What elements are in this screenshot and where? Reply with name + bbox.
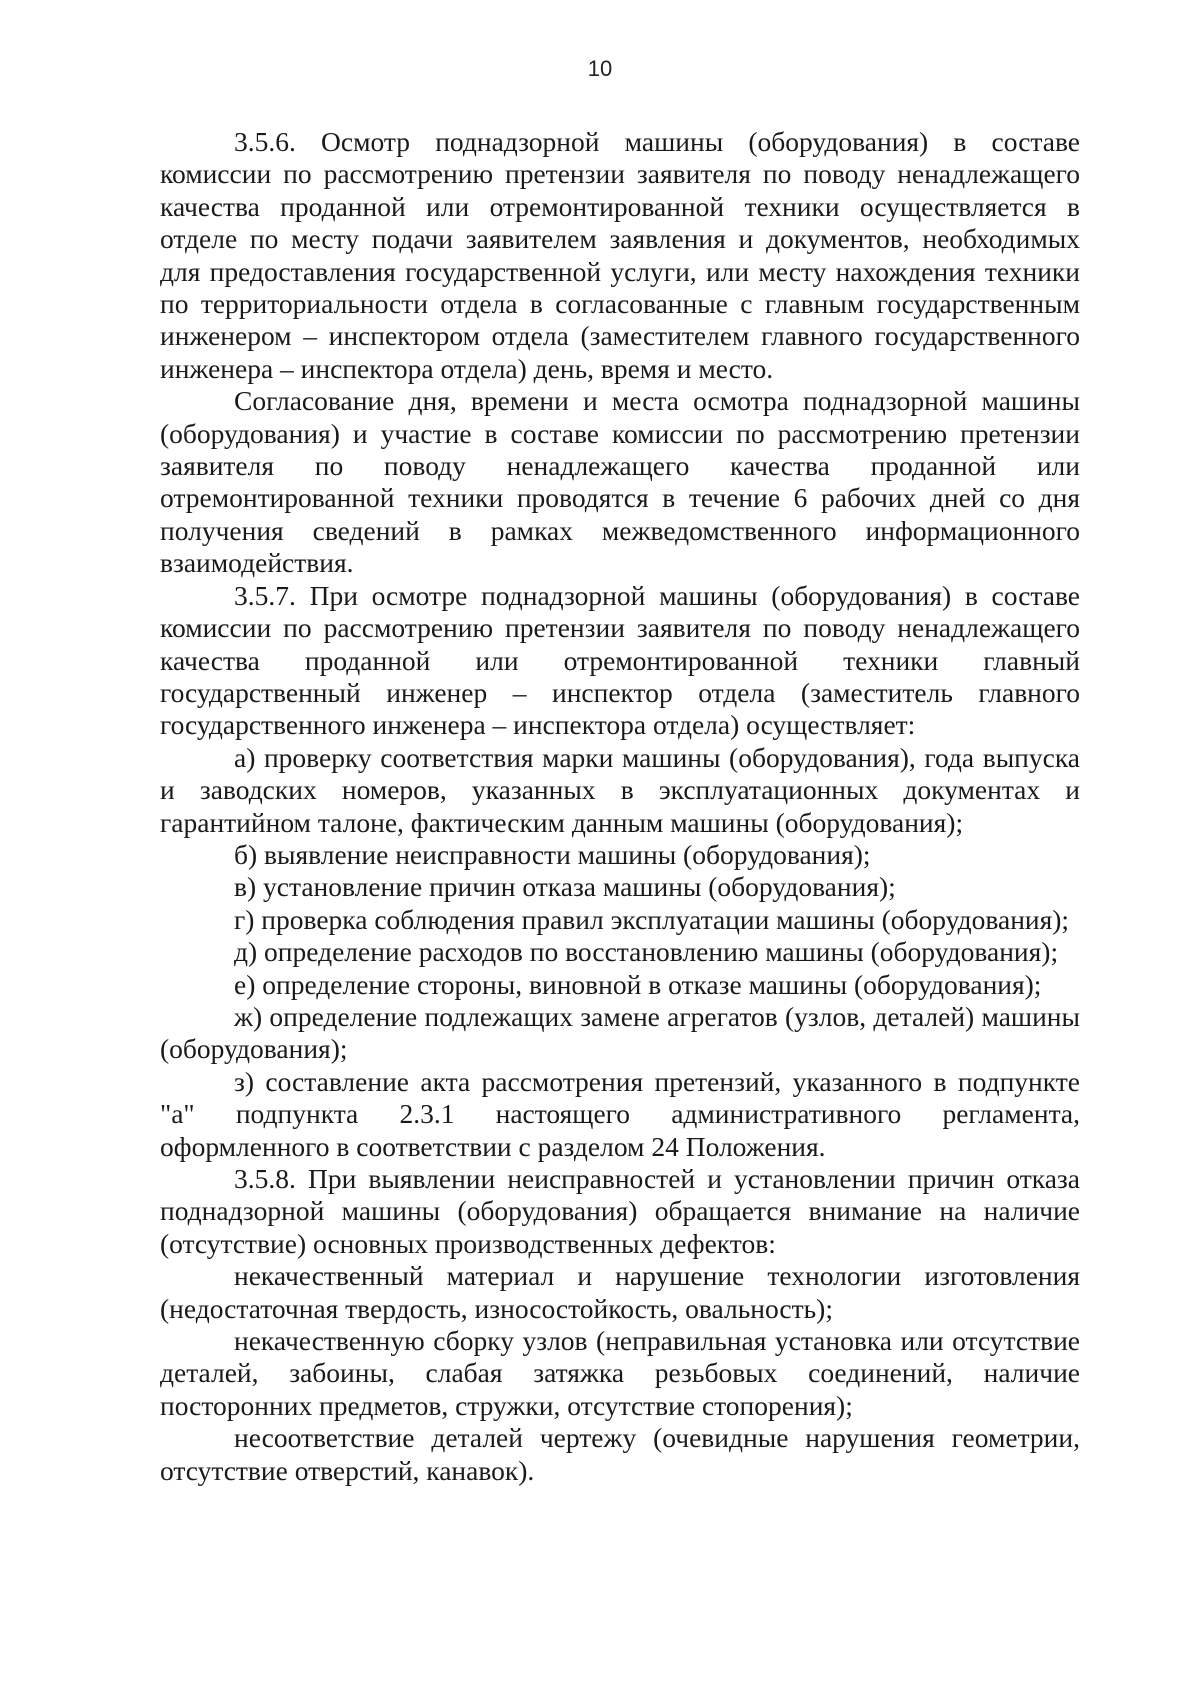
list-item-a: а) проверку соответствия марки машины (оборудования), года выпуска и заводских номеров, указанных в эксплуатационных документах и гарантийном талоне, фактическим данным машины (оборудования); [160,741,1080,838]
paragraph-3-5-7: 3.5.7. При осмотре поднадзорной машины (оборудования) в составе комиссии по рассмотрению претензии заявителя по поводу ненадлежащего качества проданной или отремонтированной техники главный государственный инженер – инспектор отдела (заместитель главного государственного инженера – инспектора отдела) осуществляет: [160,579,1080,741]
defect-drawing: несоответствие деталей чертежу (очевидные нарушения геометрии, отсутствие отверстий, канавок). [160,1422,1080,1486]
page-number: 10 [587,56,613,81]
list-item-g: г) проверка соблюдения правил эксплуатации машины (оборудования); [234,903,1070,935]
paragraph-3-5-6: 3.5.6. Осмотр поднадзорной машины (оборудования) в составе комиссии по рассмотрению претензии заявителя по поводу ненадлежащего качества проданной или отремонтированной техники осуществляется в отделе по месту подачи заявителем заявления и документов, необходимых для предоставления государственной услуги, или месту нахождения техники по территориальности отдела в согласованные с главным государственным инженером – инспектором отдела (заместителем главного государственного инженера – инспектора отдела) день, время и место. [160,126,1080,384]
list-item-b: б) выявление неисправности машины (оборудования); [234,838,871,870]
list-item-e: е) определение стороны, виновной в отказе машины (оборудования); [234,968,1042,1000]
list-item-z: з) составление акта рассмотрения претензий, указанного в подпункте "а" подпункта 2.3.1 настоящего административного регламента, оформленного в соответствии с разделом 24 Положения. [160,1065,1080,1162]
paragraph-3-5-8: 3.5.8. При выявлении неисправностей и установлении причин отказа поднадзорной машины (оборудования) обращается внимание на наличие (отсутствие) основных производственных дефектов: [160,1163,1080,1259]
document-body [160,126,1080,1487]
list-item-zh: ж) определение подлежащих замене агрегатов (узлов, деталей) машины (оборудования); [160,1000,1080,1065]
defect-assembly: некачественную сборку узлов (неправильная установка или отсутствие деталей, забоины, слабая затяжка резьбовых соединений, наличие посторонних предметов, стружки, отсутствие стопорения); [160,1325,1080,1421]
defect-material: некачественный материал и нарушение технологии изготовления (недостаточная твердость, износостойкость, овальность); [160,1260,1080,1324]
paragraph-agreement: Согласование дня, времени и места осмотра поднадзорной машины (оборудования) и участие в составе комиссии по рассмотрению претензии заявителя по поводу ненадлежащего качества проданной или отремонтированной техники проводятся в течение 6 рабочих дней со дня получения сведений в рамках межведомственного информационного взаимодействия. [160,385,1080,579]
list-item-d: д) определение расходов по восстановлению машины (оборудования); [234,936,1059,968]
list-item-v: в) установление причин отказа машины (оборудования); [234,871,896,903]
